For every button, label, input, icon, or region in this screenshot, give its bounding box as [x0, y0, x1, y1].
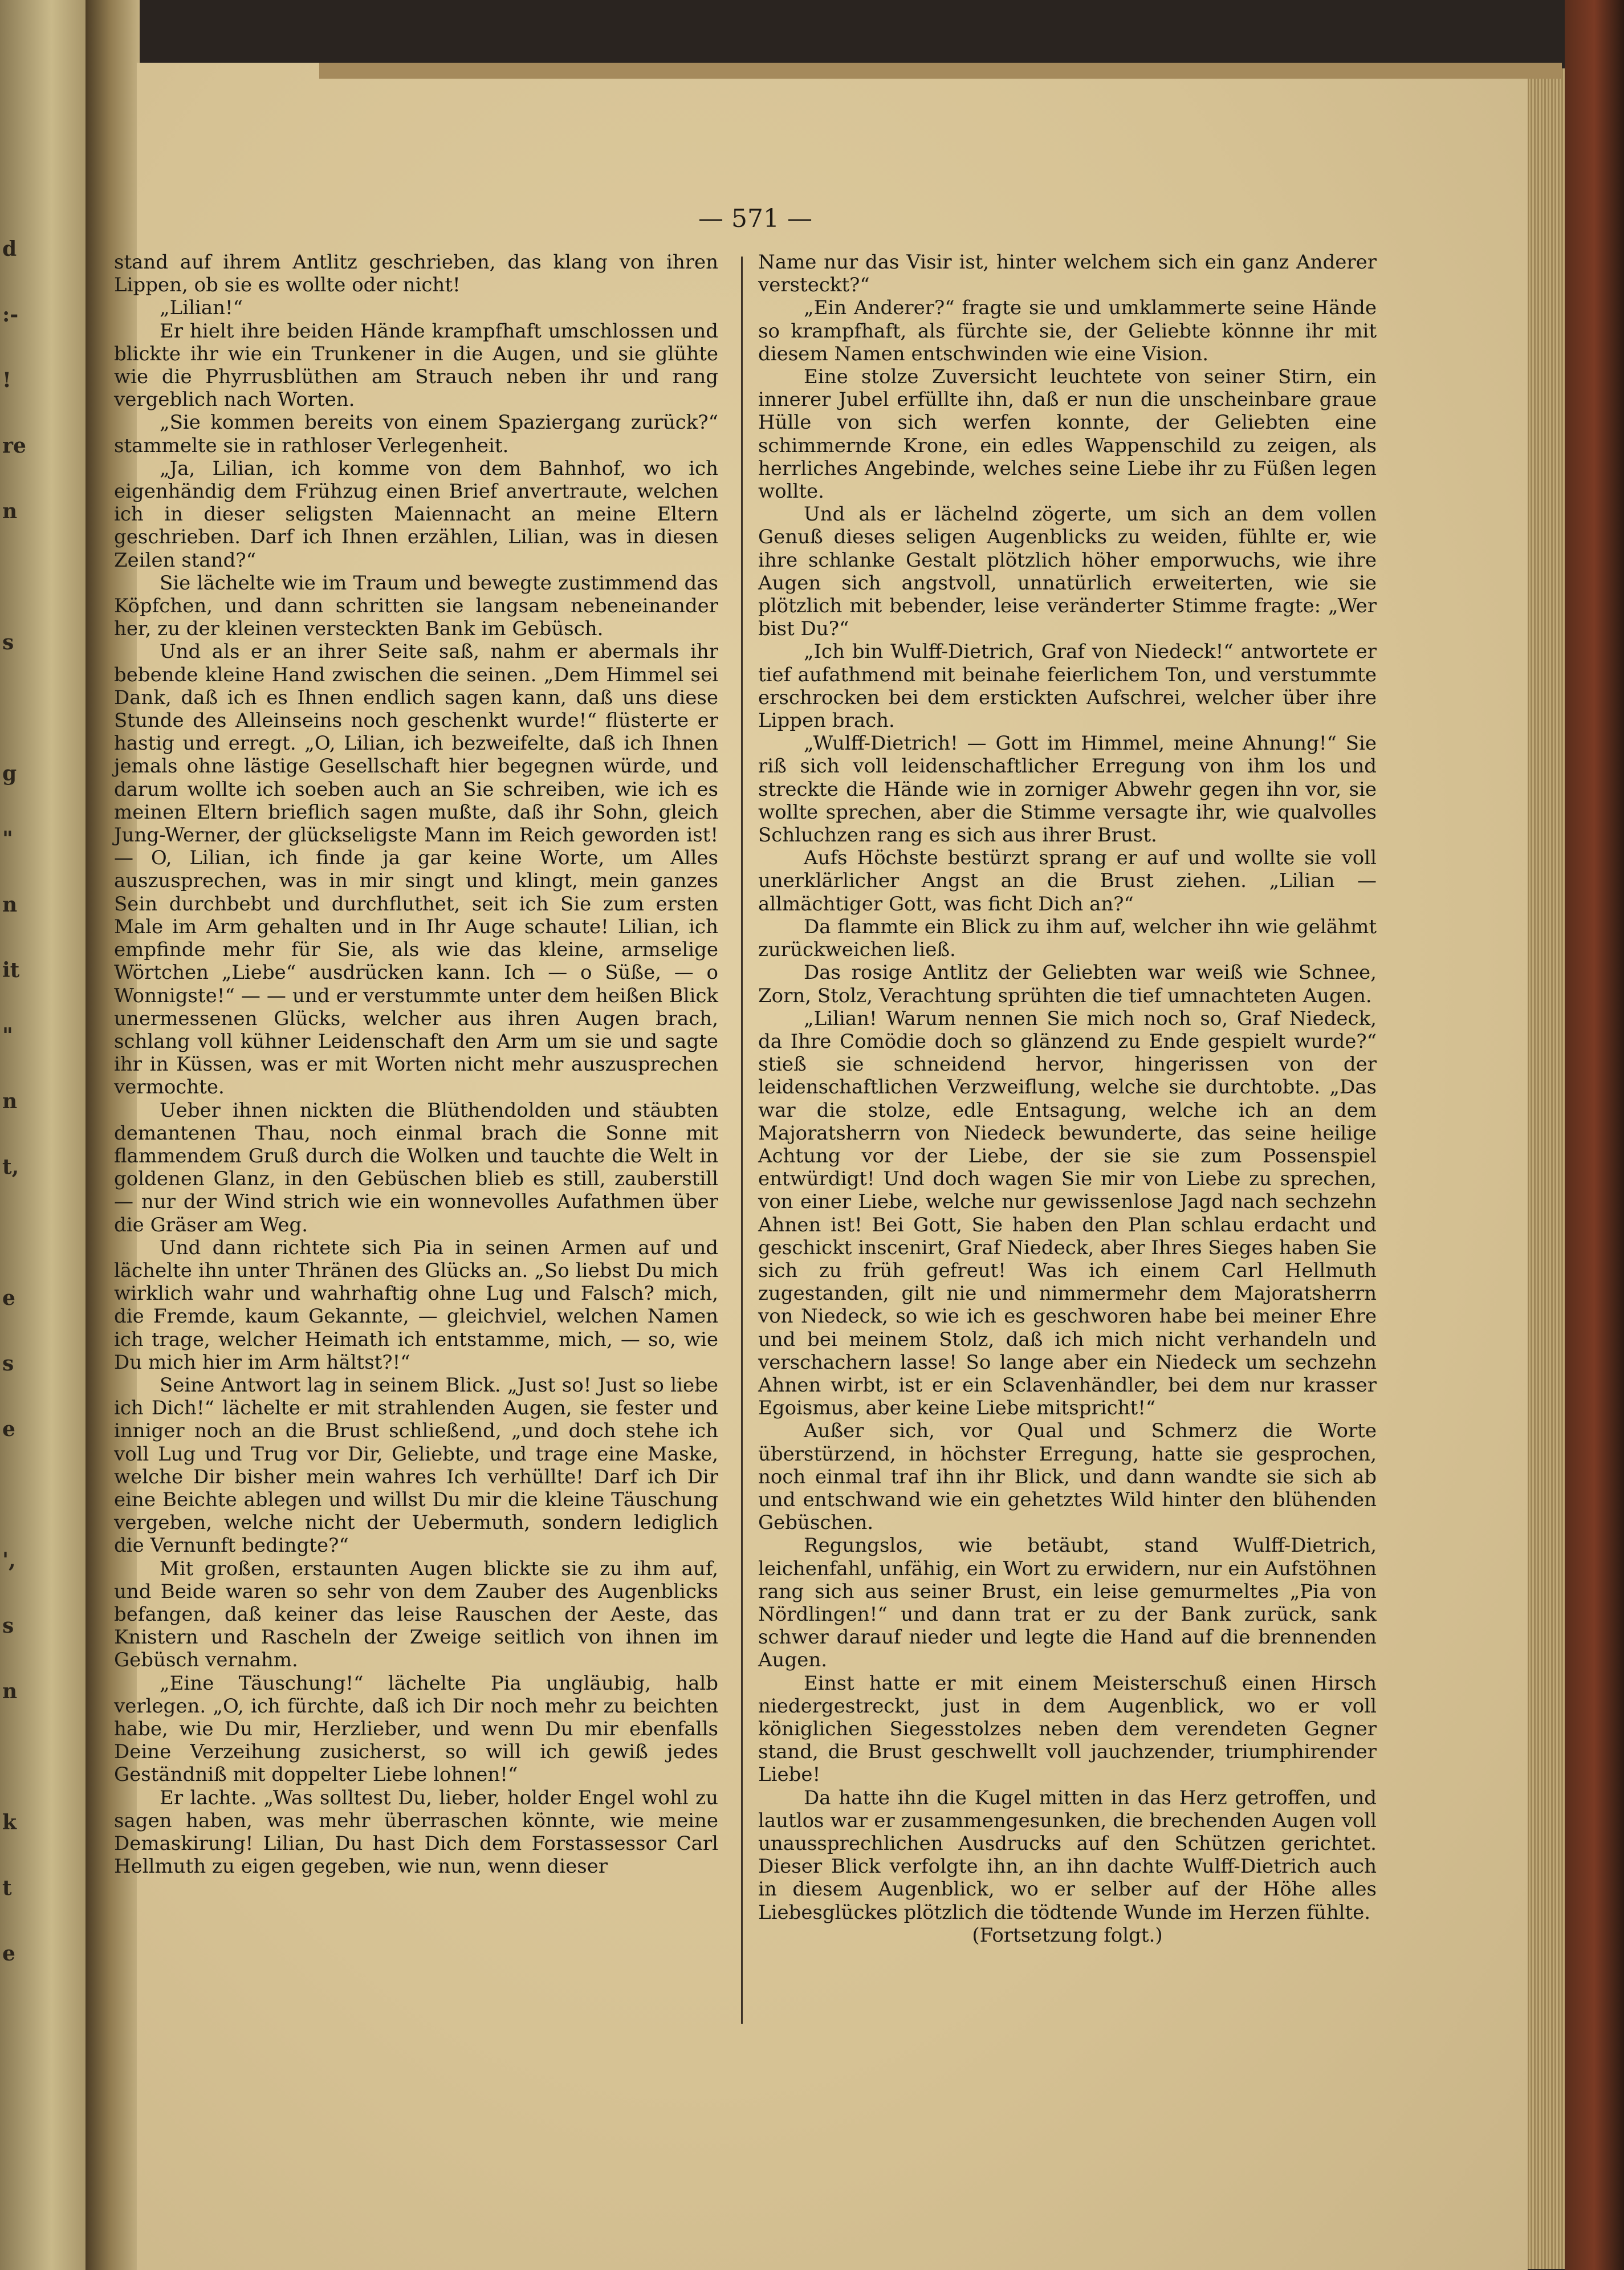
- right-text-column: [758, 251, 1377, 1947]
- page-number: — 571 —: [698, 204, 812, 233]
- paragraph: „Eine Täuschung!“ lächelte Pia ungläubig, halb verlegen. „O, ich fürchte, daß ich Dir noch mehr zu beichten habe, wie Du mir, Herzlieber, und wenn Du mir ebenfalls Deine Verzeihung zusicherst, so will ich gewiß jedes Geständniß mit doppelter Liebe lohnen!“: [114, 1671, 718, 1787]
- left-text-column: [114, 251, 718, 1878]
- paragraph: „Ja, Lilian, ich komme von dem Bahnhof, wo ich eigenhändig dem Frühzug einen Brief anvertraute, welchen ich in dieser seligsten Maiennacht an meine Eltern geschrieben. Darf ich Ihnen erzählen, Lilian, was in diesen Zeilen stand?“: [114, 457, 718, 572]
- page-stack-edge: [1522, 68, 1565, 2269]
- paragraph: Da hatte ihn die Kugel mitten in das Herz getroffen, und lautlos war er zusammengesunken, die brechenden Augen voll unaussprechlichen Ausdrucks auf den Schützen gerichtet. Dieser Blick verfolgte ihn, an ihn dachte Wulff-Dietrich auch in diesem Augenblick, wo er selber auf der Höhe alles Liebesglückes plötzlich die tödtende Wunde im Herzen fühlte.: [758, 1786, 1377, 1924]
- column-divider: [741, 257, 743, 2024]
- paragraph: (Fortsetzung folgt.): [972, 1923, 1163, 1947]
- paragraph: Eine stolze Zuversicht leuchtete von seiner Stirn, ein innerer Jubel erfüllte ihn, daß er nun die unscheinbare graue Hülle von sich werfen konnte, der Geliebten eine schimmernde Krone, ein edles Wappenschild zu zeigen, als herrliches Angebinde, welches seine Liebe ihr zu Füßen legen wollte.: [758, 365, 1377, 503]
- paragraph: Da flammte ein Blick zu ihm auf, welcher ihn wie gelähmt zurückweichen ließ.: [758, 915, 1377, 962]
- paragraph: Ueber ihnen nickten die Blüthendolden und stäubten demantenen Thau, noch einmal brach die Sonne mit flammendem Gruß durch die Wolken und tauchte die Welt in goldenen Glanz, in den Gebüschen blieb es still, zauberstill — nur der Wind strich wie ein wonnevolles Aufathmen über die Gräser am Weg.: [114, 1099, 718, 1236]
- facing-page-edge: [0, 0, 86, 2270]
- paragraph: Aufs Höchste bestürzt sprang er auf und wollte sie voll unerklärlicher Angst an die Brust ziehen. „Lilian — allmächtiger Gott, was ficht Dich an?“: [758, 847, 1377, 916]
- paragraph: Außer sich, vor Qual und Schmerz die Worte überstürzend, in höchster Erregung, hatte sie gesprochen, noch einmal traf ihn ihr Blick, und dann wandte sie sich ab und entschwand wie ein gehetztes Wild hinter den blühenden Gebüschen.: [758, 1419, 1377, 1535]
- paragraph: Regungslos, wie betäubt, stand Wulff-Dietrich, leichenfahl, unfähig, ein Wort zu erwidern, nur ein Aufstöhnen rang sich aus seiner Brust, ein leise gemurmeltes „Pia von Nördlingen!“ und dann trat er zu der Bank zurück, sank schwer darauf nieder und legte die Hand auf die brennenden Augen.: [758, 1534, 1377, 1672]
- paragraph: Das rosige Antlitz der Geliebten war weiß wie Schnee, Zorn, Stolz, Verachtung sprühten die tief umnachteten Augen.: [758, 961, 1377, 1007]
- paragraph: „Sie kommen bereits von einem Spaziergang zurück?“ stammelte sie in rathloser Verlegenheit.: [114, 411, 718, 457]
- paragraph: „Wulff-Dietrich! — Gott im Himmel, meine Ahnung!“ Sie riß sich voll leidenschaftlicher Erregung von ihm los und streckte die Hände wie in zorniger Abwehr gegen ihn vor, sie wollte sprechen, aber die Stimme versagte ihr, wie qualvolles Schluchzen rang es sich aus ihrer Brust.: [758, 732, 1377, 847]
- paragraph: Er hielt ihre beiden Hände krampfhaft umschlossen und blickte ihr wie ein Trunkener in die Augen, und sie glühte wie die Phyrrusblüthen am Strauch neben ihr und rang vergeblich nach Worten.: [114, 319, 718, 412]
- page-top-edge: [319, 63, 1562, 79]
- paragraph: Sie lächelte wie im Traum und bewegte zustimmend das Köpfchen, und dann schritten sie langsam nebeneinander her, zu der kleinen versteckten Bank im Gebüsch.: [114, 571, 718, 641]
- paragraph: Name nur das Visir ist, hinter welchem sich ein ganz Anderer versteckt?“: [758, 251, 1377, 297]
- paragraph: Einst hatte er mit einem Meisterschuß einen Hirsch niedergestreckt, just in dem Augenblick, wo er voll königlichen Siegesstolzes neben dem verendeten Gegner stand, die Brust geschwellt voll jauchzender, triumphirender Liebe!: [758, 1671, 1377, 1787]
- paragraph: Und als er an ihrer Seite saß, nahm er abermals ihr bebende kleine Hand zwischen die seinen. „Dem Himmel sei Dank, daß ich es Ihnen endlich sagen kann, daß uns diese Stunde des Alleinseins noch geschenkt wurde!“ flüsterte er hastig und erregt. „O, Lilian, ich bezweifelte, daß ich Ihnen jemals ohne lästige Gesellschaft hier begegnen würde, und darum wollte ich soeben auch an Sie schreiben, wie ich es meinen Eltern brieflich sagen mußte, daß ihr Sohn, gleich Jung-Werner, der glückseligste Mann im Reich geworden ist! — O, Lilian, ich finde ja gar keine Worte, um Alles auszusprechen, was in mir singt und klingt, mein ganzes Sein durchbebt und durchfluthet, seit ich Sie zum ersten Male im Arm gehalten und in Ihr Auge schaute! Lilian, ich empfinde mehr für Sie, als wie das kleine, armselige Wörtchen „Liebe“ ausdrücken kann. Ich — o Süße, — o Wonnigste!“ — — und er verstummte unter dem heißen Blick unermessenen Glücks, welcher aus ihren Augen brach, schlang voll kühner Leidenschaft den Arm um sie und sagte ihr in Küssen, was er mit Worten nicht mehr auszusprechen vermochte.: [114, 640, 718, 1099]
- paragraph: „Lilian! Warum nennen Sie mich noch so, Graf Niedeck, da Ihre Comödie doch so glänzend zu Ende gespielt wurde?“ stieß sie schneidend hervor, hingerissen von der leidenschaftlichen Verzweiflung, welche sie durchtobte. „Das war die stolze, edle Entsagung, welche ich an dem Majoratsherrn von Niedeck bewunderte, das seine heilige Achtung vor der Liebe, der sie sie zum Possenspiel entwürdigt! Und doch wagen Sie mir von Liebe zu sprechen, von einer Liebe, welche nur gewissenlose Jagd nach sechzehn Ahnen ist! Bei Gott, Sie haben den Plan schlau erdacht und geschickt inscenirt, Graf Niedeck, aber Ihres Sieges haben Sie sich zu früh gefreut! Was ich einem Carl Hellmuth zugestanden, gilt nie und nimmermehr dem Majoratsherrn von Niedeck, so wie ich es geschworen habe bei meiner Ehre und bei meinem Stolz, daß ich mich nicht verhandeln und verschachern lasse! So lange aber ein Niedeck um sechzehn Ahnen wirbt, ist er ein Sclavenhändler, bei dem nur krasser Egoismus, aber keine Liebe mitspricht!“: [758, 1007, 1377, 1420]
- paragraph: „Ein Anderer?“ fragte sie und umklammerte seine Hände so krampfhaft, als fürchte sie, der Geliebte könnne ihr mit diesem Namen entschwinden wie eine Vision.: [758, 296, 1377, 365]
- paragraph: Mit großen, erstaunten Augen blickte sie zu ihm auf, und Beide waren so sehr von dem Zauber des Augenblicks befangen, daß keiner das leise Rauschen der Aeste, das Knistern und Rascheln der Zweige seitlich von ihnen im Gebüsch vernahm.: [114, 1557, 718, 1672]
- paragraph: Er lachte. „Was solltest Du, lieber, holder Engel wohl zu sagen haben, was mehr überraschen könnte, wie meine Demaskirung! Lilian, Du hast Dich dem Forstassessor Carl Hellmuth zu eigen gegeben, wie nun, wenn dieser: [114, 1786, 718, 1878]
- paragraph: Und dann richtete sich Pia in seinen Armen auf und lächelte ihn unter Thränen des Glücks an. „So liebst Du mich wirklich wahr und wahrhaftig ohne Lug und Falsch? mich, die Fremde, kaum Gekannte, — gleichviel, welchen Namen ich trage, welcher Heimath ich entstamme, mich, — so, wie Du mich hier im Arm hältst?!“: [114, 1236, 718, 1374]
- paragraph: Und als er lächelnd zögerte, um sich an dem vollen Genuß dieses seligen Augenblicks zu weiden, fühlte er, wie ihre schlanke Gestalt plötzlich höher emporwuchs, wie ihre Augen sich angstvoll, unnatürlich erweiterten, wie sie plötzlich mit bebender, leise veränderter Stimme fragte: „Wer bist Du?“: [758, 503, 1377, 641]
- book-cover-board: [1565, 0, 1624, 2270]
- facing-page-text-fragments: d :- ! re n s g " n it " n t, e s e ', s n k t e: [2, 237, 26, 1966]
- paragraph: Seine Antwort lag in seinem Blick. „Just so! Just so liebe ich Dich!“ lächelte er mit strahlenden Augen, sie fester und inniger noch an die Brust schließend, „und doch stehe ich voll Lug und Trug vor Dir, Geliebte, und trage eine Maske, welche Dir bisher mein wahres Ich verhüllte! Darf ich Dir eine Beichte ablegen und willst Du mir die kleine Täuschung vergeben, welche nicht der Uebermuth, sondern lediglich die Vernunft bedingte?“: [114, 1373, 718, 1557]
- paragraph: „Ich bin Wulff-Dietrich, Graf von Niedeck!“ antwortete er tief aufathmend mit beinahe feierlichem Ton, und verstummte erschrocken bei dem erstickten Aufschrei, welcher über ihre Lippen brach.: [758, 640, 1377, 733]
- paragraph: „Lilian!“: [160, 296, 243, 320]
- paragraph: stand auf ihrem Antlitz geschrieben, das klang von ihren Lippen, ob sie es wollte oder nicht!: [114, 251, 718, 297]
